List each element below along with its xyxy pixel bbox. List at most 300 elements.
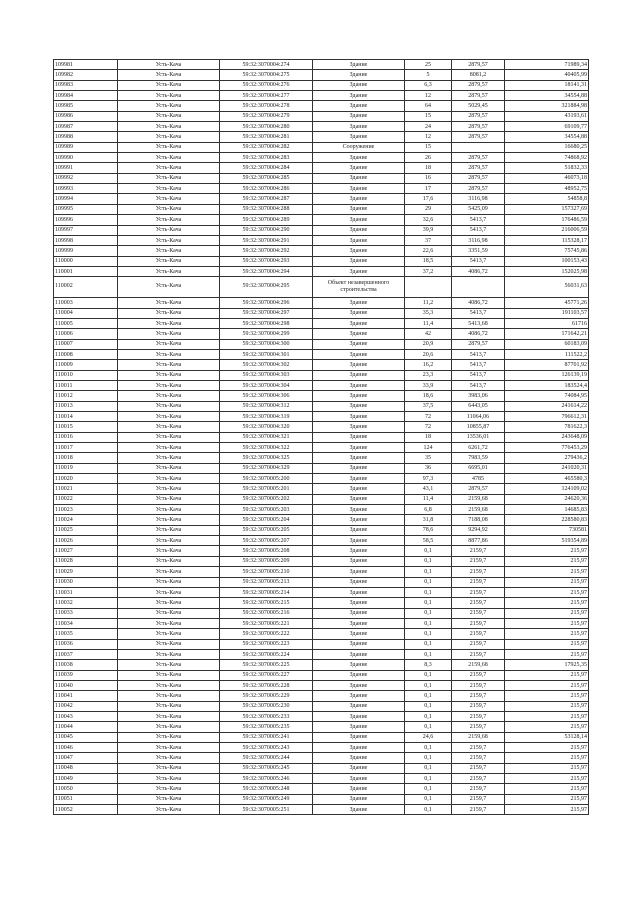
cell-record-number: 110009 xyxy=(54,360,118,370)
table-row xyxy=(54,701,589,711)
cell-locality: Усть-Кача xyxy=(118,567,220,577)
cell-cadastral-value: 183524,4 xyxy=(505,380,589,390)
cell-object-type: Здание xyxy=(313,339,405,349)
cell-cadastral-value: 215,97 xyxy=(505,639,589,649)
cell-record-number: 110002 xyxy=(54,277,118,298)
cell-cadastral-value: 215,97 xyxy=(505,556,589,566)
cell-cadastral-number: 59:32:3070004:299 xyxy=(220,329,313,339)
cell-cadastral-number: 59:32:3070005:233 xyxy=(220,711,313,721)
cell-area: 0,1 xyxy=(405,774,452,784)
cell-specific-value: 2159,68 xyxy=(452,505,505,515)
table-row xyxy=(54,474,589,484)
cell-object-type: Здание xyxy=(313,794,405,804)
cell-record-number: 110020 xyxy=(54,474,118,484)
cell-locality: Усть-Кача xyxy=(118,515,220,525)
cell-cadastral-number: 59:32:3070004:306 xyxy=(220,391,313,401)
cell-locality: Усть-Кача xyxy=(118,318,220,328)
cell-object-type: Здание xyxy=(313,784,405,794)
cell-area: 0,1 xyxy=(405,784,452,794)
cell-specific-value: 4086,72 xyxy=(452,298,505,308)
cell-cadastral-value: 157327,69 xyxy=(505,204,589,214)
cell-specific-value: 2159,7 xyxy=(452,743,505,753)
cell-record-number: 110051 xyxy=(54,794,118,804)
table-row xyxy=(54,432,589,442)
cell-cadastral-number: 59:32:3070004:329 xyxy=(220,463,313,473)
cell-area: 72 xyxy=(405,412,452,422)
cell-record-number: 110047 xyxy=(54,753,118,763)
cell-object-type: Здание xyxy=(313,587,405,597)
table-row xyxy=(54,142,589,152)
cell-object-type: Здание xyxy=(313,422,405,432)
cell-specific-value: 9294,92 xyxy=(452,525,505,535)
cell-specific-value: 2159,7 xyxy=(452,587,505,597)
cell-record-number: 110017 xyxy=(54,443,118,453)
cell-record-number: 110038 xyxy=(54,660,118,670)
table-row xyxy=(54,215,589,225)
cell-cadastral-number: 59:32:3070004:320 xyxy=(220,422,313,432)
cell-object-type: Здание xyxy=(313,774,405,784)
table-row xyxy=(54,80,589,90)
cell-object-type: Здание xyxy=(313,246,405,256)
table-row xyxy=(54,629,589,639)
cell-locality: Усть-Кача xyxy=(118,391,220,401)
cell-locality: Усть-Кача xyxy=(118,163,220,173)
cell-specific-value xyxy=(452,142,505,152)
cell-cadastral-value: 126139,19 xyxy=(505,370,589,380)
cell-cadastral-number: 59:32:3070004:312 xyxy=(220,401,313,411)
cell-locality: Усть-Кача xyxy=(118,463,220,473)
cell-cadastral-number: 59:32:3070004:302 xyxy=(220,360,313,370)
cell-cadastral-number: 59:32:3070004:275 xyxy=(220,70,313,80)
cell-specific-value: 2159,7 xyxy=(452,629,505,639)
cell-specific-value: 2159,7 xyxy=(452,670,505,680)
table-row xyxy=(54,515,589,525)
cell-cadastral-number: 59:32:3070004:304 xyxy=(220,380,313,390)
cell-area: 33,9 xyxy=(405,380,452,390)
cell-area: 0,1 xyxy=(405,763,452,773)
table-row xyxy=(54,536,589,546)
cell-object-type: Здание xyxy=(313,691,405,701)
cell-specific-value: 2159,7 xyxy=(452,753,505,763)
table-row xyxy=(54,567,589,577)
cell-cadastral-number: 59:32:3070005:210 xyxy=(220,567,313,577)
cell-area: 43,1 xyxy=(405,484,452,494)
cell-record-number: 109991 xyxy=(54,163,118,173)
cell-area: 0,1 xyxy=(405,711,452,721)
cell-cadastral-number: 59:32:3070005:251 xyxy=(220,805,313,815)
cell-cadastral-value: 215,97 xyxy=(505,784,589,794)
cell-area: 0,1 xyxy=(405,556,452,566)
cell-cadastral-number: 59:32:3070004:321 xyxy=(220,432,313,442)
cell-record-number: 110029 xyxy=(54,567,118,577)
cell-cadastral-value: 56031,63 xyxy=(505,277,589,298)
cell-specific-value: 11064,06 xyxy=(452,412,505,422)
cell-locality: Усть-Кача xyxy=(118,277,220,298)
cell-area: 32,6 xyxy=(405,215,452,225)
cell-cadastral-value: 53128,14 xyxy=(505,732,589,742)
cell-cadastral-value: 51832,33 xyxy=(505,163,589,173)
cell-object-type: Здание xyxy=(313,194,405,204)
cell-locality: Усть-Кача xyxy=(118,805,220,815)
cell-specific-value: 4785 xyxy=(452,474,505,484)
cell-object-type: Здание xyxy=(313,60,405,70)
cell-cadastral-number: 59:32:3070005:203 xyxy=(220,505,313,515)
table-row xyxy=(54,360,589,370)
cell-object-type: Здание xyxy=(313,360,405,370)
cell-locality: Усть-Кача xyxy=(118,184,220,194)
cell-object-type: Здание xyxy=(313,505,405,515)
cell-locality: Усть-Кача xyxy=(118,587,220,597)
cell-locality: Усть-Кача xyxy=(118,235,220,245)
cell-locality: Усть-Кача xyxy=(118,215,220,225)
cell-record-number: 110031 xyxy=(54,587,118,597)
cell-object-type: Здание xyxy=(313,474,405,484)
cell-cadastral-number: 59:32:3070004:319 xyxy=(220,412,313,422)
cell-specific-value: 7983,59 xyxy=(452,453,505,463)
cell-cadastral-value: 17925,35 xyxy=(505,660,589,670)
cell-record-number: 109988 xyxy=(54,132,118,142)
cell-record-number: 110039 xyxy=(54,670,118,680)
cell-object-type: Здание xyxy=(313,349,405,359)
cell-cadastral-number: 59:32:3070004:281 xyxy=(220,132,313,142)
cell-cadastral-value: 16680,25 xyxy=(505,142,589,152)
cell-specific-value: 2159,7 xyxy=(452,722,505,732)
cell-specific-value: 2879,57 xyxy=(452,80,505,90)
table-row xyxy=(54,711,589,721)
cell-area: 0,1 xyxy=(405,639,452,649)
cell-record-number: 110036 xyxy=(54,639,118,649)
cell-specific-value: 2879,57 xyxy=(452,60,505,70)
cell-specific-value: 5413,68 xyxy=(452,318,505,328)
cell-cadastral-value: 34554,88 xyxy=(505,91,589,101)
cell-area: 20,9 xyxy=(405,339,452,349)
table-row xyxy=(54,546,589,556)
cell-specific-value: 2879,57 xyxy=(452,173,505,183)
cell-object-type: Здание xyxy=(313,805,405,815)
cell-cadastral-number: 59:32:3070004:288 xyxy=(220,204,313,214)
cell-cadastral-value: 46073,18 xyxy=(505,173,589,183)
cell-area: 15 xyxy=(405,111,452,121)
cell-object-type: Здание xyxy=(313,122,405,132)
cell-record-number: 110037 xyxy=(54,649,118,659)
cell-locality: Усть-Кача xyxy=(118,360,220,370)
cell-cadastral-number: 59:32:3070005:213 xyxy=(220,577,313,587)
cell-specific-value: 2159,7 xyxy=(452,649,505,659)
cell-locality: Усть-Кача xyxy=(118,111,220,121)
cell-cadastral-number: 59:32:3070004:282 xyxy=(220,142,313,152)
cell-record-number: 110041 xyxy=(54,691,118,701)
cell-object-type: Здание xyxy=(313,484,405,494)
table-row xyxy=(54,763,589,773)
cell-cadastral-number: 59:32:3070004:279 xyxy=(220,111,313,121)
cell-area: 17,6 xyxy=(405,194,452,204)
cell-specific-value: 2159,7 xyxy=(452,691,505,701)
cell-area: 20,6 xyxy=(405,349,452,359)
cell-record-number: 110007 xyxy=(54,339,118,349)
cell-area: 12 xyxy=(405,91,452,101)
cell-cadastral-number: 59:32:3070005:246 xyxy=(220,774,313,784)
cell-locality: Усть-Кача xyxy=(118,370,220,380)
cell-cadastral-number: 59:32:3070005:227 xyxy=(220,670,313,680)
cell-cadastral-value: 776453,29 xyxy=(505,443,589,453)
cell-cadastral-number: 59:32:3070005:204 xyxy=(220,515,313,525)
cell-locality: Усть-Кача xyxy=(118,494,220,504)
cell-locality: Усть-Кача xyxy=(118,194,220,204)
cell-record-number: 110045 xyxy=(54,732,118,742)
cell-record-number: 110034 xyxy=(54,618,118,628)
cell-record-number: 110010 xyxy=(54,370,118,380)
cell-locality: Усть-Кача xyxy=(118,701,220,711)
cell-area: 37 xyxy=(405,235,452,245)
cell-cadastral-number: 59:32:3070004:278 xyxy=(220,101,313,111)
cell-locality: Усть-Кача xyxy=(118,505,220,515)
cell-record-number: 110014 xyxy=(54,412,118,422)
table-row xyxy=(54,298,589,308)
cell-specific-value: 2879,57 xyxy=(452,122,505,132)
cell-area: 18,5 xyxy=(405,256,452,266)
cell-locality: Усть-Кача xyxy=(118,691,220,701)
cell-area: 42 xyxy=(405,329,452,339)
cell-specific-value: 2159,7 xyxy=(452,680,505,690)
cell-cadastral-number: 59:32:3070005:230 xyxy=(220,701,313,711)
cell-cadastral-value: 124109,02 xyxy=(505,484,589,494)
cell-area: 58,5 xyxy=(405,536,452,546)
cell-locality: Усть-Кача xyxy=(118,132,220,142)
cell-locality: Усть-Кача xyxy=(118,256,220,266)
cell-locality: Усть-Кача xyxy=(118,453,220,463)
cell-cadastral-value: 87701,92 xyxy=(505,360,589,370)
cell-cadastral-number: 59:32:3070005:214 xyxy=(220,587,313,597)
cell-specific-value: 2879,57 xyxy=(452,91,505,101)
cell-specific-value: 3351,59 xyxy=(452,246,505,256)
cell-cadastral-value: 171642,21 xyxy=(505,329,589,339)
cell-object-type: Здание xyxy=(313,443,405,453)
cell-cadastral-value: 215,97 xyxy=(505,567,589,577)
cell-cadastral-number: 59:32:3070005:244 xyxy=(220,753,313,763)
cell-object-type: Здание xyxy=(313,412,405,422)
cell-cadastral-value: 191103,57 xyxy=(505,308,589,318)
cell-specific-value: 4086,72 xyxy=(452,329,505,339)
cell-cadastral-value: 45771,26 xyxy=(505,298,589,308)
cell-cadastral-number: 59:32:3070004:277 xyxy=(220,91,313,101)
cell-specific-value: 2879,57 xyxy=(452,163,505,173)
cell-cadastral-value: 74084,95 xyxy=(505,391,589,401)
table-row xyxy=(54,380,589,390)
cell-cadastral-number: 59:32:3070004:286 xyxy=(220,184,313,194)
cell-locality: Усть-Кача xyxy=(118,70,220,80)
cell-cadastral-value: 40405,99 xyxy=(505,70,589,80)
cell-cadastral-number: 59:32:3070004:297 xyxy=(220,308,313,318)
table-row xyxy=(54,598,589,608)
cell-record-number: 110052 xyxy=(54,805,118,815)
cell-record-number: 110019 xyxy=(54,463,118,473)
cell-object-type: Здание xyxy=(313,463,405,473)
cell-locality: Усть-Кача xyxy=(118,329,220,339)
table-row xyxy=(54,318,589,328)
cell-specific-value: 3983,06 xyxy=(452,391,505,401)
cell-object-type: Здание xyxy=(313,743,405,753)
cell-locality: Усть-Кача xyxy=(118,401,220,411)
cell-locality: Усть-Кача xyxy=(118,618,220,628)
cell-specific-value: 2159,7 xyxy=(452,618,505,628)
cell-record-number: 110043 xyxy=(54,711,118,721)
cell-object-type: Здание xyxy=(313,546,405,556)
cell-cadastral-value: 215,97 xyxy=(505,577,589,587)
cell-area: 17 xyxy=(405,184,452,194)
cell-cadastral-value: 215,97 xyxy=(505,743,589,753)
cell-area: 16 xyxy=(405,173,452,183)
cell-record-number: 110025 xyxy=(54,525,118,535)
cell-cadastral-number: 59:32:3070005:243 xyxy=(220,743,313,753)
cell-locality: Усть-Кача xyxy=(118,680,220,690)
table-row xyxy=(54,308,589,318)
cell-area: 16,2 xyxy=(405,360,452,370)
cell-record-number: 110032 xyxy=(54,598,118,608)
cell-cadastral-number: 59:32:3070004:291 xyxy=(220,235,313,245)
cell-cadastral-value: 279436,2 xyxy=(505,453,589,463)
cell-area: 18 xyxy=(405,163,452,173)
cell-specific-value: 2879,57 xyxy=(452,153,505,163)
cell-record-number: 110046 xyxy=(54,743,118,753)
cell-cadastral-value: 241020,31 xyxy=(505,463,589,473)
cell-record-number: 109982 xyxy=(54,70,118,80)
cell-cadastral-value: 215,97 xyxy=(505,618,589,628)
cell-locality: Усть-Кача xyxy=(118,794,220,804)
cell-object-type: Здание xyxy=(313,763,405,773)
cell-locality: Усть-Кача xyxy=(118,774,220,784)
cell-record-number: 110005 xyxy=(54,318,118,328)
cell-area: 0,1 xyxy=(405,753,452,763)
cell-cadastral-value: 215,97 xyxy=(505,598,589,608)
cell-record-number: 110001 xyxy=(54,266,118,276)
table-row xyxy=(54,660,589,670)
cell-locality: Усть-Кача xyxy=(118,443,220,453)
cell-cadastral-value: 781622,3 xyxy=(505,422,589,432)
cell-area: 22,6 xyxy=(405,246,452,256)
cell-object-type: Здание xyxy=(313,649,405,659)
table-row xyxy=(54,484,589,494)
cell-record-number: 109999 xyxy=(54,246,118,256)
cell-area: 6,3 xyxy=(405,80,452,90)
table-row xyxy=(54,122,589,132)
cell-object-type: Здание xyxy=(313,639,405,649)
cell-cadastral-value: 216006,59 xyxy=(505,225,589,235)
cell-record-number: 109994 xyxy=(54,194,118,204)
cell-area: 11,4 xyxy=(405,318,452,328)
cell-object-type: Здание xyxy=(313,556,405,566)
cell-object-type: Здание xyxy=(313,711,405,721)
cell-specific-value: 8877,86 xyxy=(452,536,505,546)
cell-cadastral-value: 228580,83 xyxy=(505,515,589,525)
table-row xyxy=(54,556,589,566)
cell-cadastral-number: 59:32:3070005:223 xyxy=(220,639,313,649)
cell-object-type: Здание xyxy=(313,308,405,318)
cell-object-type: Здание xyxy=(313,173,405,183)
cell-record-number: 109984 xyxy=(54,91,118,101)
table-row xyxy=(54,463,589,473)
cell-specific-value: 2159,7 xyxy=(452,774,505,784)
cell-cadastral-value: 71989,34 xyxy=(505,60,589,70)
cell-cadastral-value: 215,97 xyxy=(505,680,589,690)
cell-cadastral-number: 59:32:3070005:229 xyxy=(220,691,313,701)
table-row xyxy=(54,639,589,649)
cell-record-number: 110033 xyxy=(54,608,118,618)
table-row xyxy=(54,153,589,163)
cell-object-type: Здание xyxy=(313,401,405,411)
cell-cadastral-number: 59:32:3070004:296 xyxy=(220,298,313,308)
cell-object-type: Здание xyxy=(313,215,405,225)
cell-area: 31,8 xyxy=(405,515,452,525)
cell-cadastral-number: 59:32:3070004:284 xyxy=(220,163,313,173)
cell-record-number: 109995 xyxy=(54,204,118,214)
cell-locality: Усть-Кача xyxy=(118,556,220,566)
cell-record-number: 109990 xyxy=(54,153,118,163)
cell-area: 24 xyxy=(405,122,452,132)
cell-cadastral-value: 215,97 xyxy=(505,794,589,804)
cell-locality: Усть-Кача xyxy=(118,608,220,618)
cell-cadastral-number: 59:32:3070004:322 xyxy=(220,443,313,453)
cell-object-type: Здание xyxy=(313,732,405,742)
cell-cadastral-number: 59:32:3070005:208 xyxy=(220,546,313,556)
cell-area: 0,1 xyxy=(405,618,452,628)
cell-record-number: 110016 xyxy=(54,432,118,442)
cell-area: 35 xyxy=(405,453,452,463)
cell-record-number: 110000 xyxy=(54,256,118,266)
cell-cadastral-value: 60183,09 xyxy=(505,339,589,349)
cell-locality: Усть-Кача xyxy=(118,339,220,349)
cell-object-type: Сооружение xyxy=(313,142,405,152)
table-row xyxy=(54,246,589,256)
table-row xyxy=(54,111,589,121)
cell-record-number: 110015 xyxy=(54,422,118,432)
cell-cadastral-value: 48952,75 xyxy=(505,184,589,194)
cell-cadastral-number: 59:32:3070004:290 xyxy=(220,225,313,235)
cell-locality: Усть-Кача xyxy=(118,753,220,763)
cell-area: 39,9 xyxy=(405,225,452,235)
cell-record-number: 109987 xyxy=(54,122,118,132)
cell-locality: Усть-Кача xyxy=(118,660,220,670)
cell-cadastral-number: 59:32:3070004:295 xyxy=(220,277,313,298)
table-row xyxy=(54,587,589,597)
cell-object-type: Здание xyxy=(313,298,405,308)
cell-cadastral-number: 59:32:3070004:283 xyxy=(220,153,313,163)
cell-object-type: Здание xyxy=(313,256,405,266)
cell-object-type: Здание xyxy=(313,618,405,628)
cell-record-number: 110044 xyxy=(54,722,118,732)
table-row xyxy=(54,163,589,173)
cell-area: 6,8 xyxy=(405,505,452,515)
cell-cadastral-value: 75745,86 xyxy=(505,246,589,256)
cell-locality: Усть-Кача xyxy=(118,432,220,442)
cell-locality: Усть-Кача xyxy=(118,743,220,753)
table-row xyxy=(54,370,589,380)
cell-specific-value: 5413,7 xyxy=(452,256,505,266)
cell-locality: Усть-Кача xyxy=(118,525,220,535)
cell-area: 0,1 xyxy=(405,794,452,804)
cell-object-type: Объект незавершенного строительства xyxy=(313,277,405,298)
table-row xyxy=(54,194,589,204)
cell-specific-value: 2879,57 xyxy=(452,339,505,349)
table-row xyxy=(54,505,589,515)
cell-object-type: Здание xyxy=(313,536,405,546)
table-row xyxy=(54,60,589,70)
cell-locality: Усть-Кача xyxy=(118,60,220,70)
cell-area: 0,1 xyxy=(405,722,452,732)
table-row xyxy=(54,277,589,298)
cell-specific-value: 5413,7 xyxy=(452,370,505,380)
cell-specific-value: 5413,7 xyxy=(452,225,505,235)
cell-locality: Усть-Кача xyxy=(118,91,220,101)
